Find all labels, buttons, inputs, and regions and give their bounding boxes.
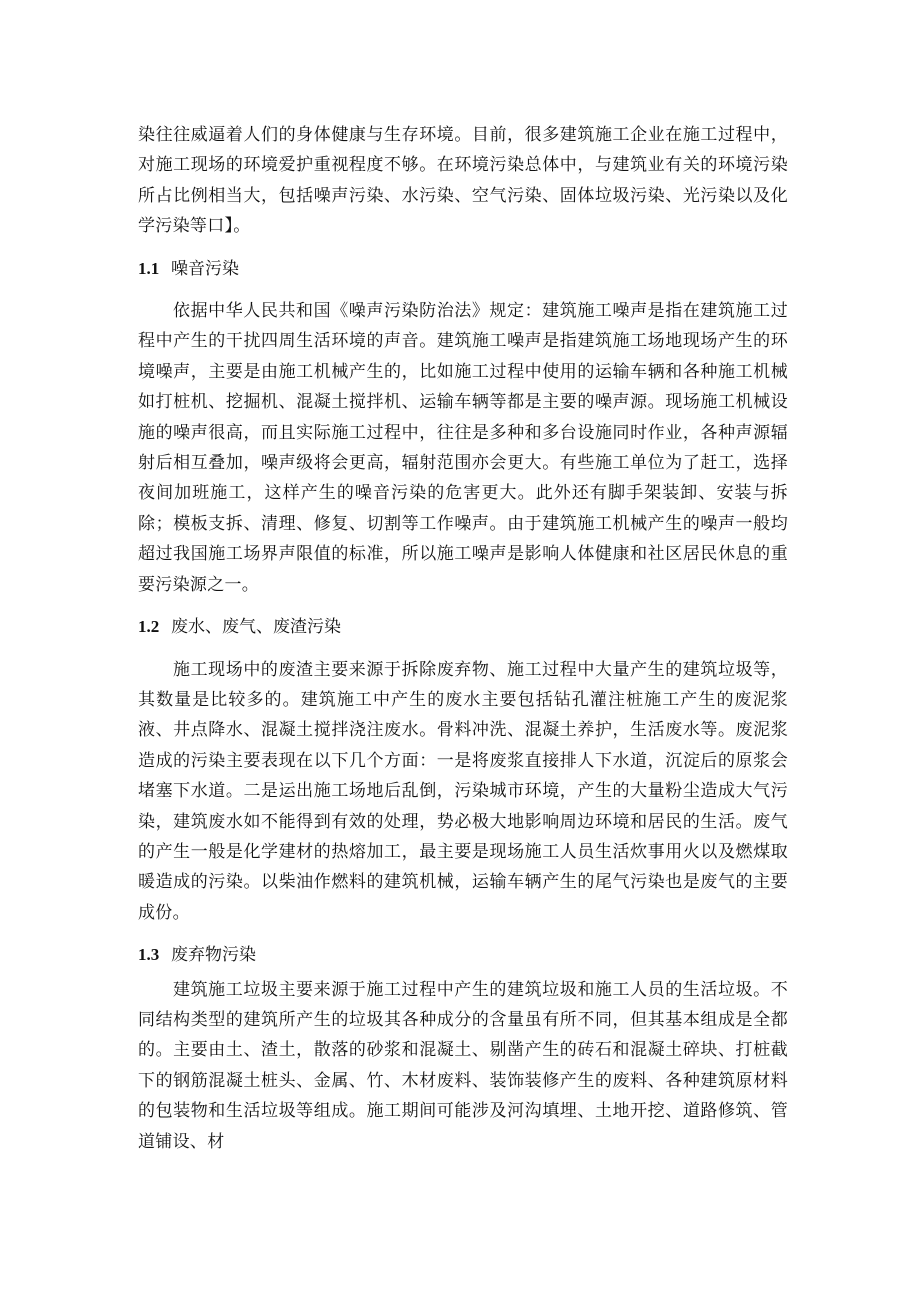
section-paragraph-1-3: 建筑施工垃圾主要来源于施工过程中产生的建筑垃圾和施工人员的生活垃圾。不同结构类型的建筑所产生的垃圾其各种成分的含量虽有所不同，但其基本组成是全都的。主要由土、渣土，散落的砂浆和混凝土、剔凿产生的砖石和混凝土碎块、打桩截下的钢筋混凝土桩头、金属、竹、木材废料、装饰装修产生的废料、各种建筑原材料的包装物和生活垃圾等组成。施工期间可能涉及河沟填埋、土地开挖、道路修筑、管道铺设、材 [138,979,788,1152]
section-number: 1.2 [138,617,160,637]
section-heading-1-1 [138,254,788,284]
section-title: 废弃物污染 [171,945,256,966]
intro-paragraph: 染往往威逼着人们的身体健康与生存环境。目前，很多建筑施工企业在施工过程中，对施工现场的环境爱护重视程度不够。在环境污染总体中，与建筑业有关的环境污染所占比例相当大，包括噪声污染、水污染、空气污染、固体垃圾污染、光污染以及化学污染等口】。 [138,125,788,237]
section-title: 噪音污染 [171,258,239,279]
document-body [138,120,788,1157]
section-heading-1-2 [138,612,788,642]
section-paragraph-1-1: 依据中华人民共和国《噪声污染防治法》规定：建筑施工噪声是指在建筑施工过程中产生的干扰四周生活环境的声音。建筑施工噪声是指建筑施工场地现场产生的环境噪声，主要是由施工机械产生的，比如施工过程中使用的运输车辆和各种施工机械如打桩机、挖掘机、混凝土搅拌机、运输车辆等都是主要的噪声源。现场施工机械设施的噪声很高，而且实际施工过程中，往往是多种和多台设施同时作业，各种声源辐射后相互叠加，噪声级将会更高，辐射范围亦会更大。有些施工单位为了赶工，选择夜间加班施工，这样产生的噪音污染的危害更大。此外还有脚手架装卸、安装与拆除；模板支拆、清理、修复、切割等工作噪声。由于建筑施工机械产生的噪声一般均超过我国施工场界声限值的标准，所以施工噪声是影响人体健康和社区居民休息的重要污染源之一。 [138,301,788,595]
section-paragraph-1-2: 施工现场中的废渣主要来源于拆除废弃物、施工过程中大量产生的建筑垃圾等，其数量是比较多的。建筑施工中产生的废水主要包括钻孔灌注桩施工产生的废泥浆液、井点降水、混凝土搅拌浇注废水。骨料冲洗、混凝土养护，生活废水等。废泥浆造成的污染主要表现在以下几个方面：一是将废浆直接排人下水道，沉淀后的原浆会堵塞下水道。二是运出施工场地后乱倒，污染城市环境，产生的大量粉尘造成大气污染，建筑废水如不能得到有效的处理，势必极大地影响周边环境和居民的生活。废气的产生一般是化学建材的热熔加工，最主要是现场施工人员生活炊事用火以及燃煤取暖造成的污染。以柴油作燃料的建筑机械，运输车辆产生的尾气污染也是废气的主要成份。 [138,659,788,923]
section-number: 1.1 [138,258,160,278]
section-heading-1-3 [138,940,788,970]
section-number: 1.3 [138,945,160,965]
section-title: 废水、废气、废渣污染 [171,617,341,638]
